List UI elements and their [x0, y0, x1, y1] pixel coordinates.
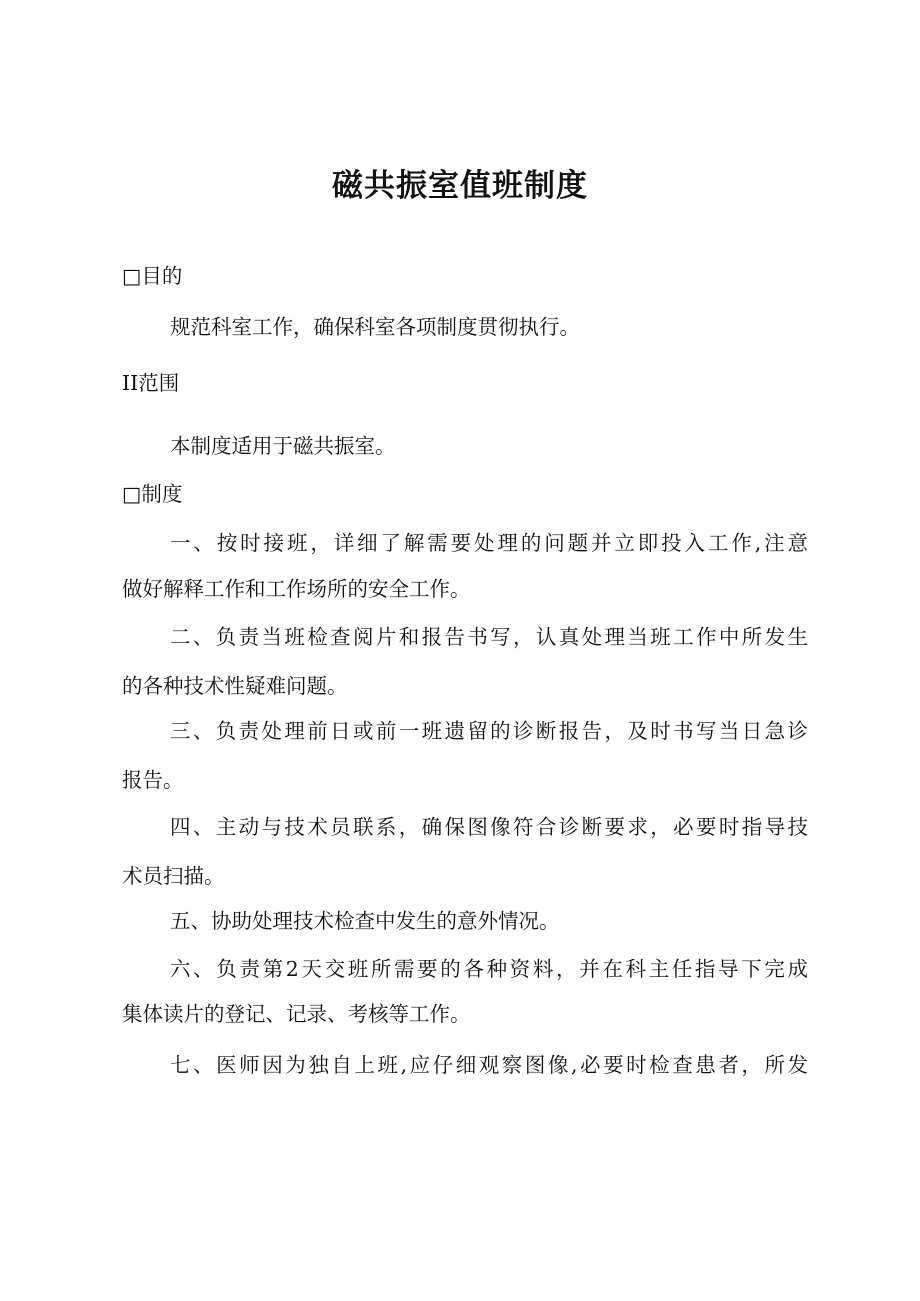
rule-item-4-line-1: 四、主动与技术员联系，确保图像符合诊断要求，必要时指导技: [170, 815, 808, 839]
rule-item-2-line-2: 的各种技术性疑难问题。: [122, 674, 348, 698]
paragraph-purpose: 规范科室工作，确保科室各项制度贯彻执行。: [170, 315, 580, 339]
rule-item-6-line-1: 六、负责第2天交班所需要的各种资料，并在科主任指导下完成: [170, 957, 808, 981]
section-heading-rules: □制度: [122, 482, 183, 506]
section-heading-purpose: □目的: [122, 264, 183, 288]
rule-item-2-line-1: 二、负责当班检查阅片和报告书写，认真处理当班工作中所发生: [170, 625, 808, 649]
rule-item-4-line-2: 术员扫描。: [122, 864, 225, 888]
rule-item-5: 五、协助处理技术检查中发生的意外情况。: [170, 909, 560, 933]
section-heading-scope: II范围: [122, 371, 180, 395]
rule-item-1-line-1: 一、按时接班，详细了解需要处理的问题并立即投入工作,注意: [170, 531, 808, 555]
rule-item-3-line-1: 三、负责处理前日或前一班遗留的诊断报告，及时书写当日急诊: [170, 719, 808, 743]
rule-item-1-line-2: 做好解释工作和工作场所的安全工作。: [122, 577, 471, 601]
rule-item-7-line-1: 七、医师因为独自上班,应仔细观察图像,必要时检查患者，所发: [170, 1053, 808, 1077]
document-title: 磁共振室值班制度: [332, 168, 588, 204]
paragraph-scope: 本制度适用于磁共振室。: [170, 434, 396, 458]
rule-item-6-line-2: 集体读片的登记、记录、考核等工作。: [122, 1002, 471, 1026]
rule-item-3-line-2: 报告。: [122, 768, 184, 792]
